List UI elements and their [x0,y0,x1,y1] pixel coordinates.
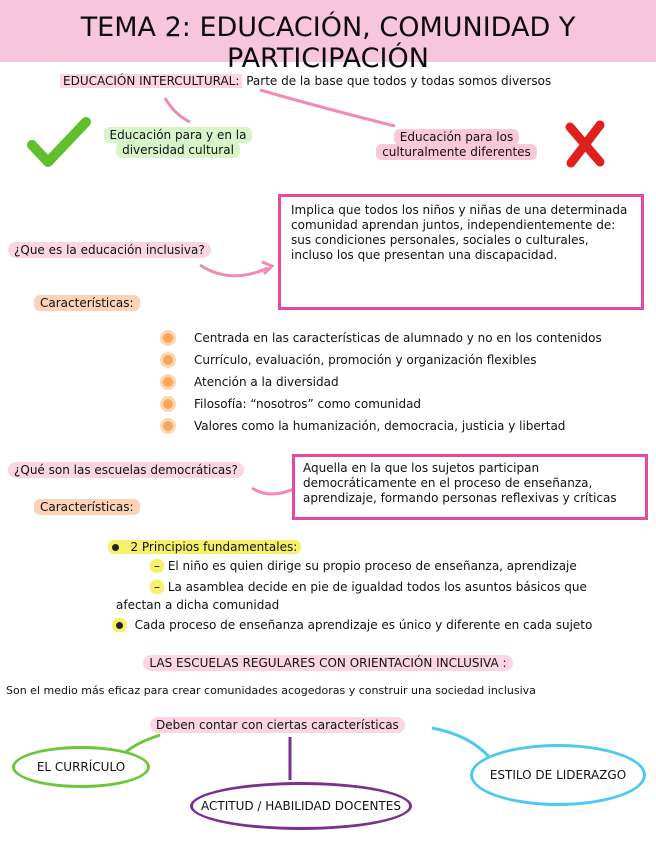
yes-line-2: diversidad cultural [116,142,240,158]
intercultural-text: Parte de la base que todos y todas somos diversos [246,74,552,88]
list-item: Currículo, evaluación, promoción y organización flexibles [160,352,650,368]
bullet-dot-icon [160,418,176,434]
democraticas-question [8,463,244,478]
inclusiva-caract-label [34,296,140,311]
oval-actitud: ACTITUD / HABILIDAD DOCENTES [190,782,412,830]
bullet-dot-icon [160,374,176,390]
inclusiva-definition: Implica que todos los niños y niñas de una determinada comunidad aprendan juntos, independientemente de: sus condiciones personales, sociales o culturales, incluso los que presentan una discapacidad. [291,203,628,262]
deben-text: Deben contar con ciertas características [150,717,405,733]
democraticas-definition: Aquella en la que los sujetos participan democráticamente en el proceso de enseñanza, aprendizaje, formando personas reflexivas y críticas [303,461,617,505]
inclusiva-question [8,243,211,258]
regulares-heading [0,656,656,671]
list-item: Filosofía: “nosotros” como comunidad [160,396,650,412]
principle-2-cont: afectan a dicha comunidad [116,598,280,612]
democraticas-caract-text: Características: [34,499,140,515]
principles-label [108,540,301,555]
principle-1: – El niño es quien dirige su propio proceso de enseñanza, aprendizaje [150,559,640,574]
list-item: Centrada en las características de alumnado y no en los contenidos [160,330,650,346]
bullet-dot-icon [160,330,176,346]
bullet-icon [116,622,123,629]
regulares-heading-text: LAS ESCUELAS REGULARES CON ORIENTACIÓN INCLUSIVA : [143,655,512,671]
no-line-2: culturalmente diferentes [376,144,537,160]
oval-curriculo: EL CURRÍCULO [12,746,150,788]
inclusiva-question-text: ¿Que es la educación inclusiva? [8,242,211,258]
inclusiva-list [160,330,650,434]
bullet-dot-icon [160,396,176,412]
bullet-dot-icon [160,352,176,368]
no-line-1: Educación para los [394,129,519,145]
page-title: TEMA 2: EDUCACIÓN, COMUNIDAD Y PARTICIPACIÓN [80,12,576,74]
principles-label-text: 2 Principios fundamentales: [130,540,298,554]
oval-estilo: ESTILO DE LIDERAZGO [470,744,646,806]
intercultural-label: EDUCACIÓN INTERCULTURAL: [60,74,242,88]
list-item: Valores como la humanización, democracia, justicia y libertad [160,418,650,434]
bullet-icon [112,544,119,551]
unique-line: Cada proceso de enseñanza aprendizaje es único y diferente en cada sujeto [112,618,642,633]
democraticas-caract-label [34,500,140,515]
list-item: Atención a la diversidad [160,374,650,390]
yes-line-1: Educación para y en la [104,127,253,143]
regulares-text: Son el medio más eficaz para crear comunidades acogedoras y construir una sociedad inclusiva [6,684,536,697]
deben-pill [150,718,405,733]
inclusiva-caract-text: Características: [34,295,140,311]
principle-2: – La asamblea decide en pie de igualdad todos los asuntos básicos que [150,580,640,595]
democraticas-definition-box [292,454,648,520]
inclusiva-definition-box [278,194,644,310]
democraticas-question-text: ¿Qué son las escuelas democráticas? [8,462,244,478]
